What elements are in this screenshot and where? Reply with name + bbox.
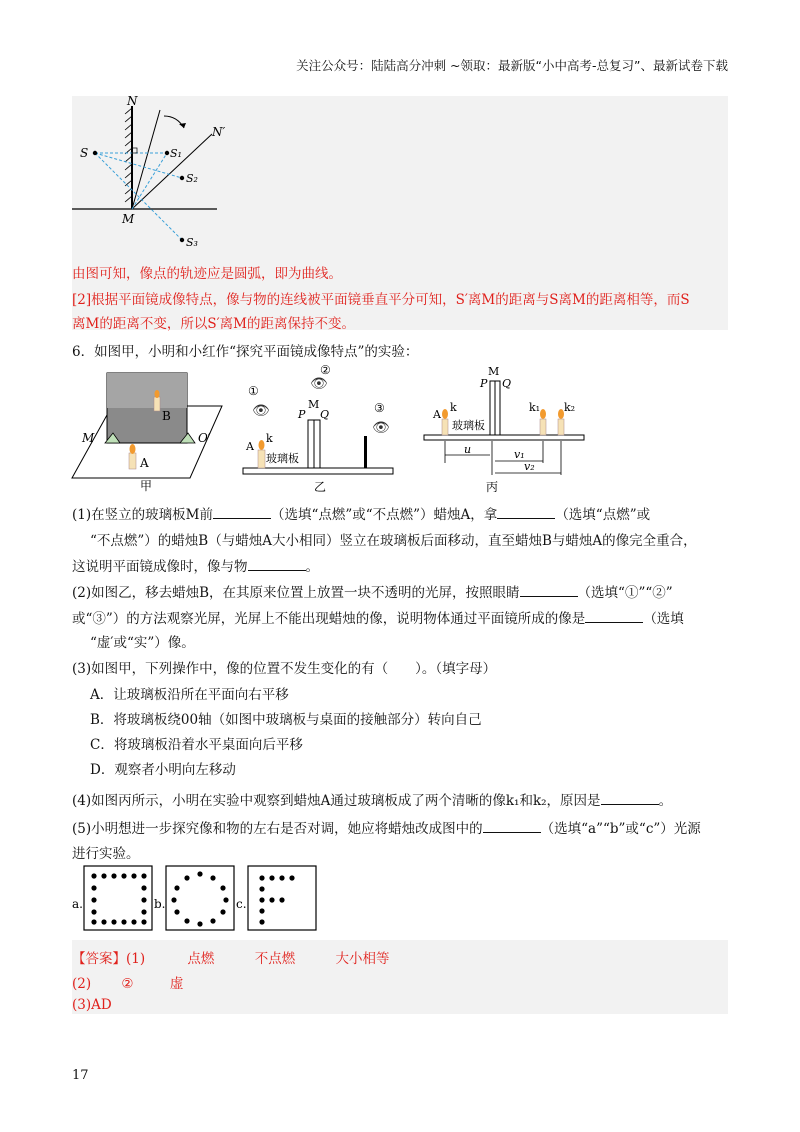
label-S: S: [80, 146, 89, 160]
dot-label-c: c.: [236, 897, 247, 911]
yi-eye-1: ①: [248, 384, 259, 398]
q1-line-1: (1)在竖立的玻璃板M前 （选填“点燃”或“不点燃”）蜡烛A，拿 （选填“点燃”或: [72, 507, 651, 523]
yi-eye-2: ②: [320, 363, 331, 377]
q1-line-3: 这说明平面镜成像时，像与物 。: [72, 559, 319, 575]
q3-option-c: C．将玻璃板沿着水平桌面向后平移: [90, 737, 303, 753]
figure-bing: [424, 363, 584, 495]
label-N: N: [127, 94, 138, 108]
solution-line-2: [2]根据平面镜成像特点，像与物的连线被平面镜垂直平分可知，S′离M的距离与S离M的距离相等，而S: [72, 292, 690, 308]
svg-text:👁: 👁: [252, 403, 270, 419]
jia-caption: 甲: [140, 479, 153, 493]
figure-yi: [238, 360, 403, 495]
bing-label-Q: Q: [502, 377, 512, 390]
q2-line-2: 或“③”）的方法观察光屏，光屏上不能出现蜡烛的像，说明物体通过平面镜所成的像是 （选填: [72, 611, 684, 627]
answer-row-1: 【答案】(1) 点燃 不点燃 大小相等: [72, 951, 390, 967]
figure-jia: [72, 368, 222, 493]
page-header: 关注公众号：陆陆高分冲刺 ~领取：最新版“小中高考-总复习”、最新试卷下载: [296, 58, 728, 73]
q3-option-d: D．观察者小明向左移动: [90, 762, 236, 778]
question-stem: 6．如图甲，小明和小红作“探究平面镜成像特点”的实验：: [72, 344, 419, 360]
q3-option-a: A．让玻璃板沿所在平面向右平移: [90, 687, 289, 703]
q5-line-2: 进行实验。: [72, 846, 140, 862]
yi-eye-3: ③: [374, 401, 385, 415]
jia-label-A: A: [140, 456, 149, 470]
bing-label-k2: k₂: [564, 401, 576, 414]
solution-line-3: 离M的距离不变，所以S′离M的距离保持不变。: [72, 316, 355, 332]
label-S2: S₂: [186, 172, 198, 185]
q3-stem: (3)如图甲，下列操作中，像的位置不发生变化的有（ ）。（填字母）: [72, 661, 497, 677]
bing-label-k: k: [450, 401, 457, 414]
svg-text:👁: 👁: [372, 420, 390, 436]
bing-label-v2: v₂: [524, 460, 535, 473]
yi-label-P: P: [298, 408, 306, 421]
q3-option-b: B．将玻璃板绕00轴（如图中玻璃板与桌面的接触部分）转向自己: [90, 712, 482, 728]
yi-glass: 玻璃板: [266, 452, 299, 465]
bing-label-u: u: [464, 443, 472, 456]
bing-label-A: A: [433, 408, 441, 421]
answer-row-3: (3)AD: [72, 997, 112, 1013]
jia-label-M: M: [82, 431, 95, 445]
label-Nprime: N′: [212, 125, 226, 139]
mirror-rotation-diagram: [72, 94, 226, 256]
yi-label-M: M: [308, 398, 320, 411]
q2-line-1: (2)如图乙，移去蜡烛B，在其原来位置上放置一块不透明的光屏，按照眼睛 （选填“①”“②”: [72, 585, 673, 601]
page-number: 17: [72, 1068, 89, 1083]
label-S3: S₃: [186, 236, 198, 249]
yi-label-k: k: [266, 432, 273, 445]
label-S1: S₁: [170, 147, 182, 160]
dot-patterns: [72, 864, 322, 934]
bing-label-P: P: [480, 377, 488, 390]
solution-line-1: 由图可知，像点的轨迹应是圆弧，即为曲线。: [72, 266, 342, 282]
bing-label-M: M: [488, 365, 500, 378]
answer-row-2: (2) ② 虚: [72, 976, 184, 992]
bing-caption: 丙: [486, 480, 499, 494]
jia-label-B: B: [162, 409, 171, 423]
bing-label-v1: v₁: [514, 448, 525, 461]
yi-label-Q: Q: [320, 408, 330, 421]
q2-line-3: “虚′或“实”）像。: [90, 635, 195, 651]
svg-text:👁: 👁: [310, 376, 328, 392]
jia-label-Op: O′: [198, 431, 211, 445]
label-M: M: [122, 212, 135, 226]
bing-glass: 玻璃板: [452, 419, 485, 432]
yi-label-A: A: [246, 440, 254, 453]
dot-label-b: b.: [154, 897, 166, 911]
yi-caption: 乙: [314, 480, 327, 494]
dot-label-a: a.: [72, 897, 83, 911]
q5-line-1: (5)小明想进一步探究像和物的左右是否对调，她应将蜡烛改成图中的 （选填“a”“b”或“c”）光源: [72, 821, 701, 837]
q1-line-2: “不点燃”）的蜡烛B（与蜡烛A大小相同）竖立在玻璃板后面移动，直至蜡烛B与蜡烛A的像完全重合，: [90, 533, 697, 549]
q4-line: (4)如图丙所示，小明在实验中观察到蜡烛A通过玻璃板成了两个清晰的像k₁和k₂，原因是 。: [72, 793, 673, 809]
bing-label-k1: k₁: [529, 401, 541, 414]
